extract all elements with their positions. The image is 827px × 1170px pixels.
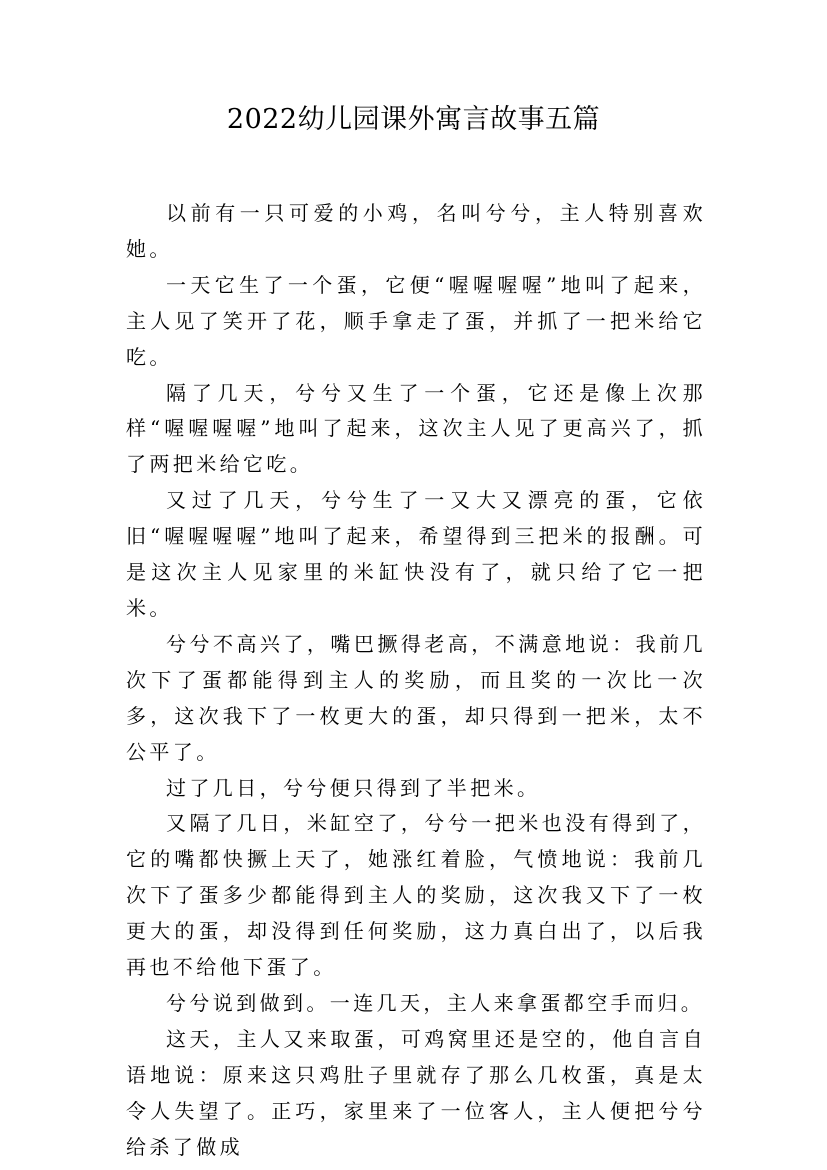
paragraph: 兮兮说到做到。一连几天，主人来拿蛋都空手而归。 [166,990,705,1015]
document-title: 2022幼儿园课外寓言故事五篇 [226,104,601,135]
paragraph: 一天它生了一个蛋，它便“喔喔喔喔”地叫了起来，主人见了笑开了花，顺手拿走了蛋，并抓了一把米给它吃。 [126,272,706,369]
paragraph: 隔了几天，兮兮又生了一个蛋，它还是像上次那样“喔喔喔喔”地叫了起来，这次主人见了更高兴了，抓了两把米给它吃。 [126,380,706,477]
paragraph: 兮兮不高兴了，嘴巴撅得老高，不满意地说：我前几次下了蛋都能得到主人的奖励，而且奖的一次比一次多，这次我下了一枚更大的蛋，却只得到一把米，太不公平了。 [126,631,706,764]
paragraph: 以前有一只可爱的小鸡，名叫兮兮，主人特别喜欢她。 [126,201,706,261]
paragraph: 这天，主人又来取蛋，可鸡窝里还是空的，他自言自语地说：原来这只鸡肚子里就存了那么几枚蛋，真是太令人失望了。正巧，家里来了一位客人，主人便把兮兮给杀了做成 [126,1026,706,1159]
document-body [126,196,706,1165]
paragraph: 又隔了几日，米缸空了，兮兮一把米也没有得到了，它的嘴都快撅上天了，她涨红着脸，气愤地说：我前几次下了蛋多少都能得到主人的奖励，这次我又下了一枚更大的蛋，却没得到任何奖励，这力真白出了，以后我再也不给他下蛋了。 [126,811,706,980]
paragraph: 过了几日，兮兮便只得到了半把米。 [166,775,541,800]
paragraph: 又过了几天，兮兮生了一又大又漂亮的蛋，它依旧“喔喔喔喔”地叫了起来，希望得到三把米的报酬。可是这次主人见家里的米缸快没有了，就只给了它一把米。 [126,488,706,620]
